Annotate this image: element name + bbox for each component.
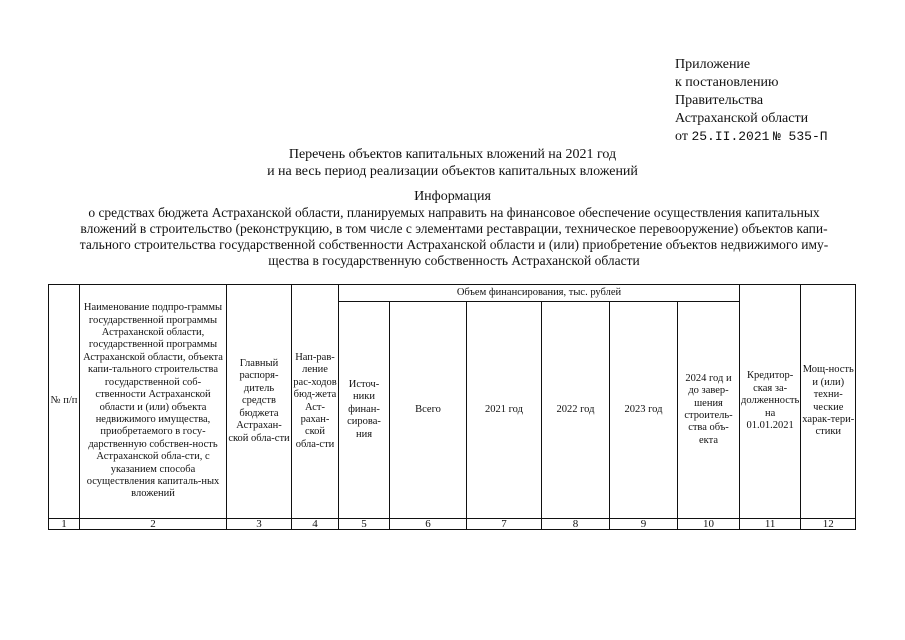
column-number-cell: 12 bbox=[801, 519, 856, 530]
column-number-cell: 8 bbox=[542, 519, 610, 530]
header-credit: Кредитор-ская за-долженность на 01.01.2021 bbox=[740, 285, 801, 519]
column-number-cell: 1 bbox=[49, 519, 80, 530]
header-direction: Нап-рав-ление рас-ходов бюд-жета Аст-рахан-ской обла-сти bbox=[292, 285, 339, 519]
appendix-line: к постановлению bbox=[675, 75, 779, 90]
appendix-block bbox=[675, 56, 828, 146]
header-financing-group: Объем финансирования, тыс. рублей bbox=[339, 285, 740, 302]
header-num: № п/п bbox=[49, 285, 80, 519]
appendix-line: Правительства bbox=[675, 93, 764, 108]
appendix-line: Астраханской области bbox=[675, 111, 809, 126]
document-title bbox=[0, 146, 905, 180]
info-line: тального строительства государственной собственности Астраханской области и (или) приобретение объектов недвижимого иму- bbox=[79, 237, 829, 252]
info-heading: Информация bbox=[414, 189, 491, 204]
column-number-cell: 4 bbox=[292, 519, 339, 530]
info-line: о средствах бюджета Астраханской области, планируемых направить на финансовое обеспечение осуществления капитальных bbox=[88, 205, 820, 220]
appendix-line: Приложение bbox=[675, 57, 751, 72]
header-source: Источ-ники финан-сирова-ния bbox=[339, 302, 390, 519]
info-line: вложений в строительство (реконструкцию, в том числе с элементами реставрации, техническое перевооружение) объектов капи- bbox=[80, 221, 828, 236]
column-number-cell: 2 bbox=[80, 519, 227, 530]
capital-investment-table bbox=[48, 284, 856, 530]
decree-date: 25.II.2021 bbox=[691, 129, 770, 144]
appendix-date-line bbox=[675, 128, 828, 146]
header-2022: 2022 год bbox=[542, 302, 610, 519]
title-line: Перечень объектов капитальных вложений на 2021 год bbox=[288, 147, 617, 162]
title-line: и на весь период реализации объектов капитальных вложений bbox=[267, 164, 638, 179]
date-prefix: от bbox=[675, 129, 688, 144]
header-2023: 2023 год bbox=[610, 302, 678, 519]
column-number-cell: 11 bbox=[740, 519, 801, 530]
column-number-cell: 3 bbox=[227, 519, 292, 530]
header-name: Наименование подпро-граммы государственной программы Астраханской области, государственной программы Астраханской области, объекта капи-тального строительства государственной соб-ственности Астраханской области и (или) объекта недвижимого имущества, приобретаемого в госу-дарственную собствен-ность Астраханской обла-сти, с указанием способа осуществления капиталь-ных вложений bbox=[80, 285, 227, 519]
column-number-cell: 5 bbox=[339, 519, 390, 530]
header-2024: 2024 год и до завер-шения строитель-ства объ-екта bbox=[678, 302, 740, 519]
column-number-cell: 9 bbox=[610, 519, 678, 530]
header-capacity: Мощ-ность и (или) техни-ческие харак-тери-стики bbox=[801, 285, 856, 519]
info-text bbox=[58, 205, 850, 269]
header-manager: Главный распоря-дитель средств бюджета Астрахан-ской обла-сти bbox=[227, 285, 292, 519]
column-number-cell: 7 bbox=[467, 519, 542, 530]
column-number-cell: 10 bbox=[678, 519, 740, 530]
info-line: щества в государственную собственность Астраханской области bbox=[268, 253, 640, 268]
column-number-row bbox=[49, 519, 856, 530]
header-2021: 2021 год bbox=[467, 302, 542, 519]
column-number-cell: 6 bbox=[390, 519, 467, 530]
header-total: Всего bbox=[390, 302, 467, 519]
decree-number: № 535-П bbox=[772, 129, 828, 144]
